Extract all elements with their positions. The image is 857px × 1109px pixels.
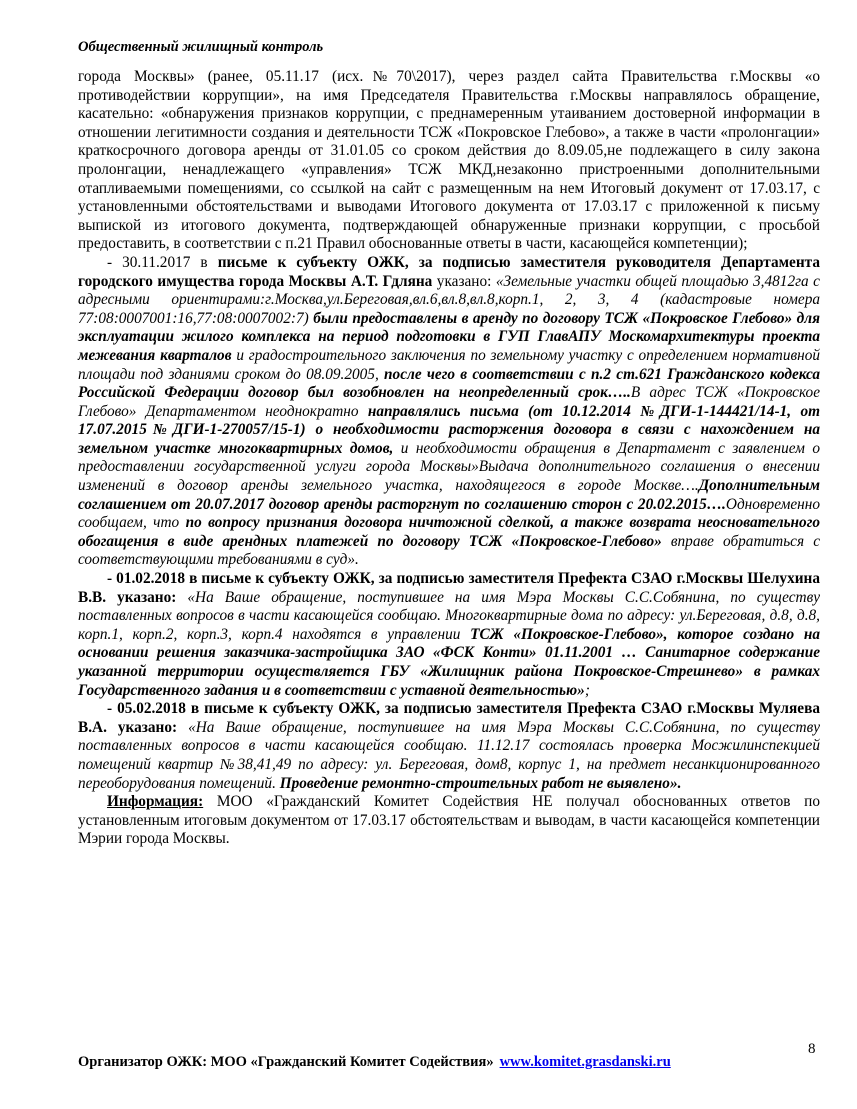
p4-quote-1: «На Ваше обращение, поступившее на имя Мэра Москвы С.С.Собянина, по существу поставленных вопросов в части касающейся сообщаю. 11.12.17 состоялась проверка Мосжилинспекцией помещений квартир №38,41,49 по адресу: ул. Береговая, дом8, корпус 1, на предмет несанкционированного переоборудования помещений. xyxy=(78,718,820,792)
paragraph-2 xyxy=(78,254,820,570)
page-footer xyxy=(78,1054,671,1071)
p3-quote-2: ТСЖ «Покровское-Глебово», которое создано на основании решения заказчика-застройщика ЗАО «ФСК Конти» 01.11.2001 … Санитарное содержание указанной территории осуществляется ГБУ «Жилищник района Покровское-Стрешнево» в рамках Государственного задания и в соответствии с уставной деятельностью» xyxy=(78,625,821,699)
running-header: Общественный жилищный контроль xyxy=(78,39,324,55)
p2-quote-10: по вопросу признания договора ничтожной сделкой, а также возврата неосновательного обогащения в виде арендных платежей по договору ТСЖ «Покровское-Глебово» xyxy=(78,514,820,550)
footer-link[interactable]: www.komitet.grasdanski.ru xyxy=(499,1054,671,1070)
paragraph-1-text: города Москвы» (ранее, 05.11.17 (исх.№70\2017), через раздел сайта Правительства г.Москвы «о противодействии коррупции», на имя Председателя Правительства г.Москвы направлялось обращение, касательно: «обнаружения признаков коррупции, с преднамеренным утаиванием достоверной информации в отношении легитимности создания и деятельности ТСЖ «Покровское Глебово», а также в части «пролонгации» краткосрочного договора аренды от 31.01.05 со сроком действия до 8.09.05,не подлежащего в силу закона пролонгации, ненадлежащего «управления» ТСЖ МКД,незаконно пристроенными дополнительными отапливаемыми помещениями, со ссылкой на сайт с размещенным на нем Итоговый документ от 17.03.17, с установленными обстоятельствами и выводами Итогового документа от 17.03.17 с приложенной к письму выпиской из итогового документа, подтверждающей обнаруженные признаки коррупции, с просьбой предоставить, в соответствии с п.21 Правил обоснованные ответы в части, касающейся компетенции); xyxy=(78,68,820,253)
p3-quote-1: «На Ваше обращение, поступившее на имя Мэра Москвы С.С.Собянина, по существу поставленных вопросов в части касающейся сообщаю. Многоквартирные дома по адресу: ул.Береговая, д.8, д.8, корп.1, корп.2, корп.3, корп.4 находятся в управлении xyxy=(78,588,820,643)
information-label: Информация: xyxy=(107,793,204,811)
p2-quote-4: после чего в соответствии с п.2 ст.621 Гражданского кодекса Российской Федерации договор был возобновлен на неопределенный срок….. xyxy=(78,365,820,402)
p2-date: - 30.11.2017 в xyxy=(107,253,218,271)
p2-quote-1: «Земельные участки общей площадью 3,4812га с адресными ориентирами:г.Москва,ул.Береговая,вл.6,вл.8,вл.8,корп.1, 2, 3, 4 (кадастровые номера 77:08:0007001:16,77:08:0007002:7) xyxy=(78,272,820,327)
p2-indicated: указано: xyxy=(432,272,496,290)
paragraph-5 xyxy=(78,793,820,849)
p2-quote-3: и градостроительного заключения по земельному участку с определением нормативной площади под зданиями сроком до 08.09.2005, xyxy=(78,346,820,383)
paragraph-4 xyxy=(78,700,820,793)
p2-quote-7: и необходимости обращения в Департамент с заявлением о предоставлении государственной услуги города Москвы»Выдача дополнительного соглашения о внесении изменений в договор аренды земельного участка, находящегося в городе Москве…. xyxy=(78,439,820,495)
page-number: 8 xyxy=(808,1041,816,1057)
p2-quote-8: Дополнительным соглашением от 20.07.2017 договор аренды расторгнут по соглашению сторон с 20.02.2015…. xyxy=(78,477,820,513)
footer-text: Организатор ОЖК: МОО «Гражданский Комитет Содействия» xyxy=(78,1054,494,1070)
p3-letter-source: - 01.02.2018 в письме к субъекту ОЖК, за подписью заместителя Префекта СЗАО г.Москвы Шелухина В.В. указано: xyxy=(78,570,820,606)
p2-quote-6: направлялись письма (от 10.12.2014 №ДГИ-1-144421/14-1, от 17.07.2015№ДГИ-1-270057/15-1) о необходимости расторжения договора в связи с нахождением на земельном участке многоквартирных домов, xyxy=(78,402,821,457)
p2-quote-2: были предоставлены в аренду по договору ТСЖ «Покровское Глебово» для эксплуатации жилого комплекса на период подготовки в ГУП ГлавАПУ Москомархитектуры проекта межевания кварталов xyxy=(78,309,820,364)
p3-quote-3: ; xyxy=(584,681,590,699)
information-text: МОО «Гражданский Комитет Содействия НЕ получал обоснованных ответов по установленным итоговым документом от 17.03.17 обстоятельствам и выводам, в части касающейся компетенции Мэрии города Москвы. xyxy=(78,793,820,848)
paragraph-3 xyxy=(78,570,820,700)
p2-quote-11: вправе обратиться с соответствующими требованиями в суд». xyxy=(78,532,820,569)
p4-letter-source: - 05.02.2018 в письме к субъекту ОЖК, за подписью заместителя Префекта СЗАО г.Москвы Муляева В.А. указано: xyxy=(78,700,820,736)
p2-letter-source: письме к субъекту ОЖК, за подписью заместителя руководителя Департамента городского имущества города Москвы А.Т. Гдляна xyxy=(78,253,820,290)
p4-quote-2: Проведение ремонтно-строительных работ не выявлено». xyxy=(279,774,682,792)
document-page xyxy=(78,38,820,849)
paragraph-1 xyxy=(78,68,820,254)
p2-quote-5: В адрес ТСЖ «Покровское Глебово» Департаментом неоднократно xyxy=(78,384,820,420)
p2-quote-9: Одновременно сообщаем, что xyxy=(78,495,820,532)
